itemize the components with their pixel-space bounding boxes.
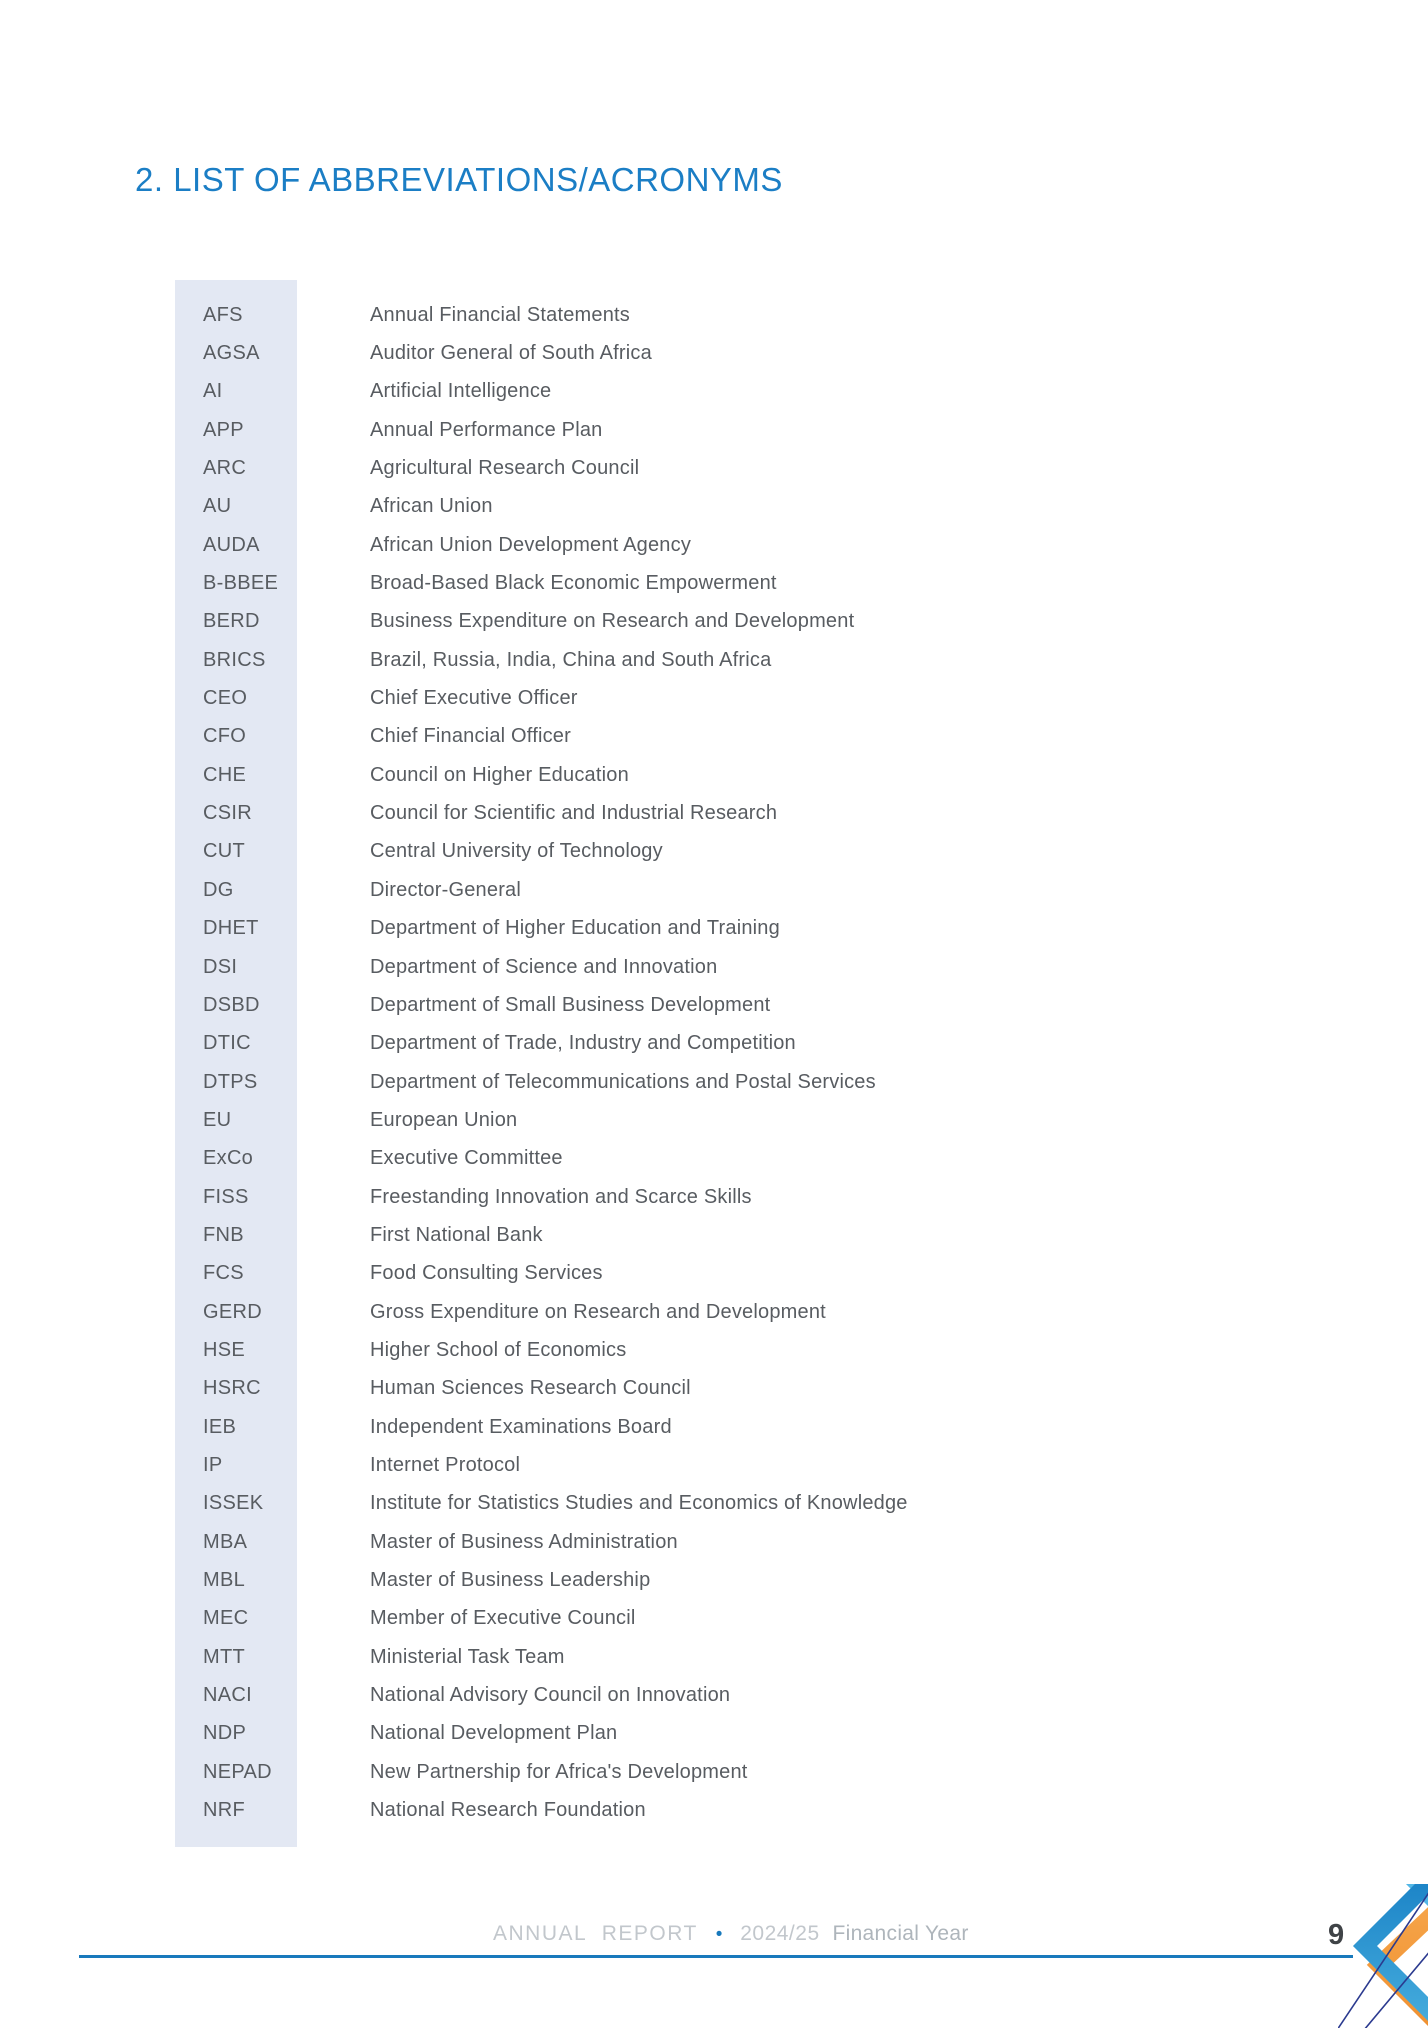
abbreviation-code: BRICS: [203, 648, 266, 671]
abbreviation-row: [175, 564, 1275, 602]
abbreviation-code: FCS: [203, 1262, 244, 1285]
abbreviation-meaning: Council for Scientific and Industrial Research: [370, 802, 778, 825]
abbreviation-meaning: Institute for Statistics Studies and Economics of Knowledge: [370, 1492, 908, 1515]
abbreviation-row: [175, 1600, 1275, 1638]
abbreviation-row: [175, 603, 1275, 641]
abbreviation-meaning: Human Sciences Research Council: [370, 1377, 691, 1400]
abbreviation-row: [175, 871, 1275, 909]
abbreviation-row: [175, 373, 1275, 411]
abbreviation-row: [175, 1255, 1275, 1293]
abbreviation-meaning: Ministerial Task Team: [370, 1645, 565, 1668]
abbreviation-row: [175, 948, 1275, 986]
abbreviation-meaning: Brazil, Russia, India, China and South Africa: [370, 648, 772, 671]
abbreviation-meaning: Master of Business Administration: [370, 1530, 678, 1553]
abbreviation-meaning: Broad-Based Black Economic Empowerment: [370, 572, 777, 595]
abbreviation-code: AU: [203, 495, 232, 518]
abbreviation-code: AUDA: [203, 533, 260, 556]
abbreviation-row: [175, 1715, 1275, 1753]
abbreviation-meaning: Department of Higher Education and Training: [370, 917, 780, 940]
abbreviation-code: MEC: [203, 1607, 249, 1630]
abbreviation-row: [175, 1485, 1275, 1523]
abbreviation-code: GERD: [203, 1300, 262, 1323]
abbreviation-meaning: National Research Foundation: [370, 1799, 646, 1822]
abbreviation-code: AFS: [203, 303, 243, 326]
abbreviation-row: [175, 1561, 1275, 1599]
abbreviation-row: [175, 334, 1275, 372]
abbreviation-row: [175, 1638, 1275, 1676]
abbreviation-meaning: European Union: [370, 1108, 518, 1131]
abbreviation-code: HSRC: [203, 1377, 261, 1400]
abbreviation-code: IEB: [203, 1415, 237, 1438]
abbreviation-code: CUT: [203, 840, 246, 863]
abbreviation-code: MBL: [203, 1569, 246, 1592]
abbreviation-meaning: National Development Plan: [370, 1722, 618, 1745]
abbreviation-code: MBA: [203, 1530, 248, 1553]
abbreviation-row: [175, 488, 1275, 526]
abbreviation-meaning: Chief Executive Officer: [370, 687, 578, 710]
abbreviation-row: [175, 1025, 1275, 1063]
abbreviation-row: [175, 1063, 1275, 1101]
abbreviation-meaning: Independent Examinations Board: [370, 1415, 672, 1438]
abbreviation-row: [175, 411, 1275, 449]
abbreviation-row: [175, 1370, 1275, 1408]
abbreviation-meaning: Department of Small Business Development: [370, 993, 771, 1016]
abbreviation-row: [175, 833, 1275, 871]
abbreviation-row: [175, 1178, 1275, 1216]
footer-divider-line: [79, 1955, 1353, 1958]
abbreviation-meaning: National Advisory Council on Innovation: [370, 1684, 731, 1707]
abbreviation-code: CFO: [203, 725, 247, 748]
abbreviation-code: NACI: [203, 1684, 252, 1707]
abbreviation-row: [175, 1140, 1275, 1178]
abbreviation-code: AGSA: [203, 342, 260, 365]
abbreviation-row: [175, 986, 1275, 1024]
abbreviation-meaning: Gross Expenditure on Research and Development: [370, 1300, 826, 1323]
footer-year: 2024/25: [740, 1922, 820, 1945]
abbreviation-row: [175, 794, 1275, 832]
abbreviation-meaning: Agricultural Research Council: [370, 457, 640, 480]
abbreviation-code: ExCo: [203, 1147, 254, 1170]
abbreviation-code: DTPS: [203, 1070, 258, 1093]
abbreviation-row: [175, 756, 1275, 794]
abbreviation-code: DHET: [203, 917, 259, 940]
abbreviation-meaning: Department of Telecommunications and Postal Services: [370, 1070, 876, 1093]
abbreviation-code: MTT: [203, 1645, 245, 1668]
abbreviation-row: [175, 1446, 1275, 1484]
abbreviation-code: ISSEK: [203, 1492, 264, 1515]
abbreviation-row: [175, 910, 1275, 948]
abbreviation-meaning: Central University of Technology: [370, 840, 663, 863]
abbreviation-code: HSE: [203, 1338, 246, 1361]
abbreviation-code: CEO: [203, 687, 248, 710]
abbreviation-code: CSIR: [203, 802, 252, 825]
abbreviation-row: [175, 1676, 1275, 1714]
abbreviation-code: DSI: [203, 955, 238, 978]
abbreviation-row: [175, 296, 1275, 334]
abbreviation-meaning: Artificial Intelligence: [370, 380, 552, 403]
abbreviation-code: ARC: [203, 457, 247, 480]
abbreviation-row: [175, 1293, 1275, 1331]
abbreviation-row: [175, 1408, 1275, 1446]
page-title: 2. LIST OF ABBREVIATIONS/ACRONYMS: [135, 161, 783, 199]
abbreviation-code: FISS: [203, 1185, 249, 1208]
abbreviation-code: NDP: [203, 1722, 247, 1745]
abbreviation-meaning: Annual Performance Plan: [370, 418, 603, 441]
abbreviation-meaning: Food Consulting Services: [370, 1262, 603, 1285]
abbreviation-code: AI: [203, 380, 223, 403]
abbreviation-meaning: African Union: [370, 495, 493, 518]
abbreviation-meaning: Business Expenditure on Research and Development: [370, 610, 855, 633]
abbreviation-meaning: Council on Higher Education: [370, 763, 629, 786]
abbreviation-row: [175, 449, 1275, 487]
abbreviation-meaning: Annual Financial Statements: [370, 303, 630, 326]
abbreviation-meaning: Member of Executive Council: [370, 1607, 636, 1630]
abbreviation-code: CHE: [203, 763, 247, 786]
abbreviation-row: [175, 1101, 1275, 1139]
abbreviation-list-rows: [175, 296, 1275, 1830]
abbreviation-code: FNB: [203, 1223, 244, 1246]
footer-report-label: ANNUAL REPORT: [493, 1922, 698, 1945]
abbreviation-meaning: Auditor General of South Africa: [370, 342, 652, 365]
abbreviation-row: [175, 1753, 1275, 1791]
abbreviation-code: IP: [203, 1453, 223, 1476]
abbreviation-code: DSBD: [203, 993, 260, 1016]
corner-chevron-graphic: [1338, 1884, 1428, 2028]
abbreviation-code: BERD: [203, 610, 260, 633]
abbreviation-code: B-BBEE: [203, 572, 279, 595]
footer: [493, 1922, 969, 1946]
abbreviation-meaning: African Union Development Agency: [370, 533, 692, 556]
abbreviation-meaning: Department of Science and Innovation: [370, 955, 718, 978]
abbreviation-row: [175, 1523, 1275, 1561]
abbreviation-row: [175, 1331, 1275, 1369]
abbreviation-row: [175, 718, 1275, 756]
footer-year-suffix: Financial Year: [832, 1922, 969, 1945]
abbreviation-code: NRF: [203, 1799, 246, 1822]
abbreviation-row: [175, 1791, 1275, 1829]
abbreviation-code: EU: [203, 1108, 232, 1131]
abbreviation-meaning: New Partnership for Africa's Development: [370, 1760, 748, 1783]
abbreviation-meaning: Internet Protocol: [370, 1453, 521, 1476]
abbreviation-code: DTIC: [203, 1032, 251, 1055]
abbreviation-code: APP: [203, 418, 244, 441]
abbreviation-row: [175, 679, 1275, 717]
abbreviation-row: [175, 526, 1275, 564]
abbreviation-meaning: Freestanding Innovation and Scarce Skills: [370, 1185, 752, 1208]
abbreviation-meaning: Chief Financial Officer: [370, 725, 571, 748]
abbreviation-meaning: First National Bank: [370, 1223, 543, 1246]
abbreviation-code: DG: [203, 878, 234, 901]
abbreviation-meaning: Director-General: [370, 878, 522, 901]
abbreviation-code: NEPAD: [203, 1760, 272, 1783]
abbreviation-meaning: Executive Committee: [370, 1147, 563, 1170]
abbreviation-meaning: Department of Trade, Industry and Competition: [370, 1032, 796, 1055]
page-number: 9: [1328, 1919, 1345, 1951]
abbreviation-meaning: Master of Business Leadership: [370, 1569, 651, 1592]
footer-bullet: •: [715, 1924, 723, 1945]
abbreviation-row: [175, 1216, 1275, 1254]
abbreviation-row: [175, 641, 1275, 679]
abbreviation-meaning: Higher School of Economics: [370, 1338, 627, 1361]
